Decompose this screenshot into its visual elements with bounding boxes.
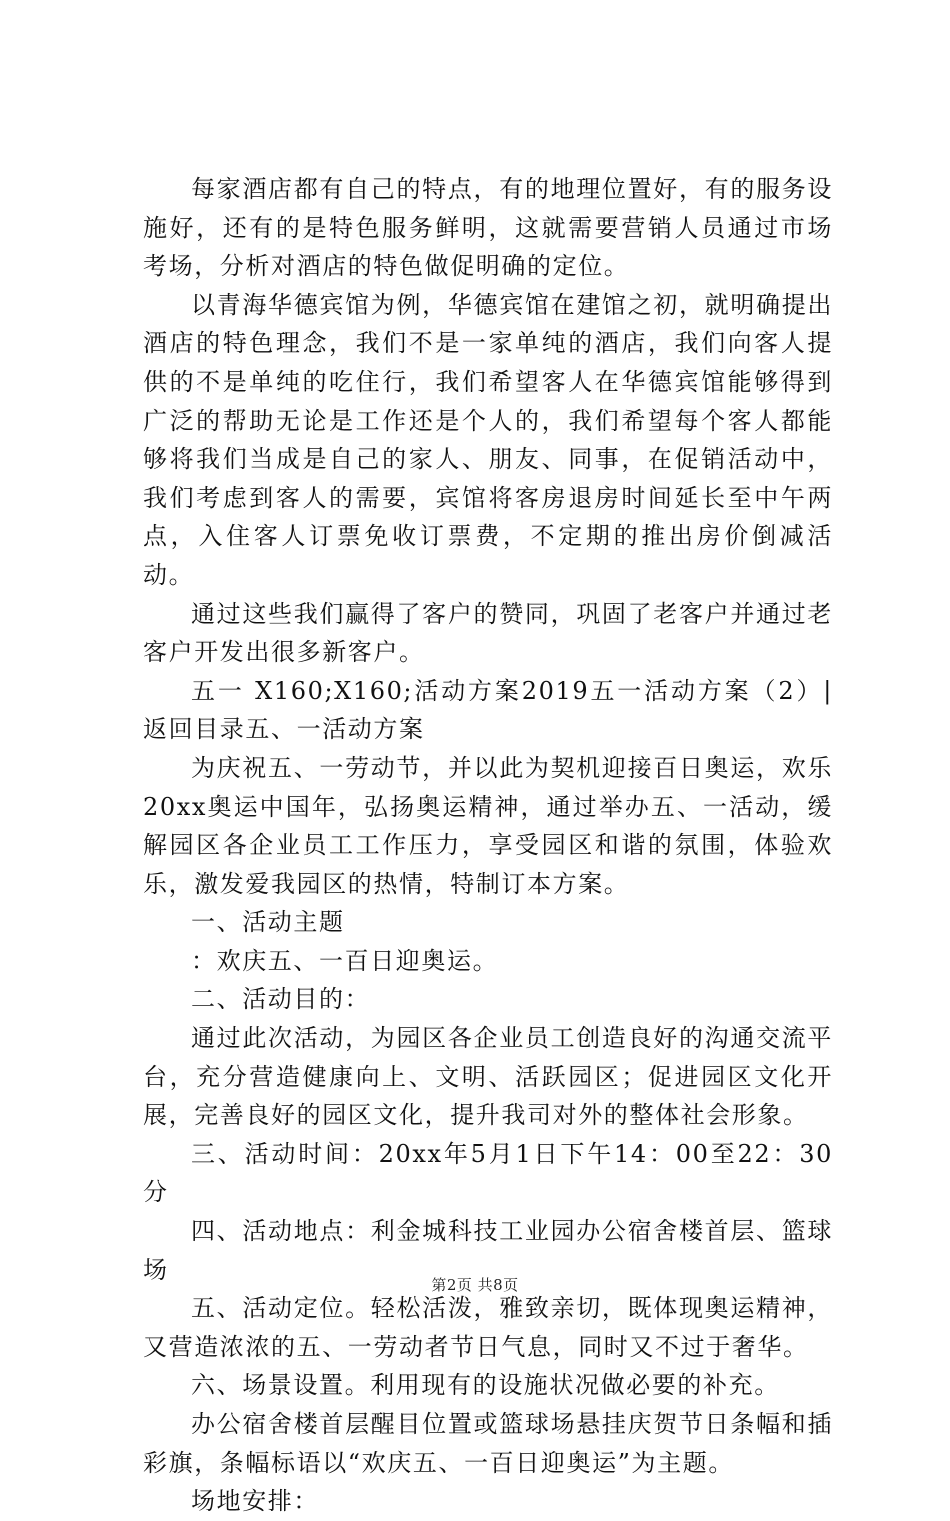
paragraph-purpose: 通过此次活动，为园区各企业员工创造良好的沟通交流平台，充分营造健康向上、文明、活跃园区；促进园区文化开展，完善良好的园区文化，提升我司对外的整体社会形象。 bbox=[143, 1024, 833, 1130]
section-heading-theme: 一、活动主题 bbox=[191, 908, 345, 937]
paragraph-banner: 办公宿舍楼首层醒目位置或篮球场悬挂庆贺节日条幅和插彩旗，条幅标语以“欢庆五、一百日迎奥运”为主题。 bbox=[143, 1410, 833, 1477]
paragraph-plan-heading: 五一 X160;X160;活动方案2019五一活动方案（2）|返回目录五、一活动方案 bbox=[143, 676, 833, 744]
paragraph-plan-intro: 为庆祝五、一劳动节，并以此为契机迎接百日奥运，欢乐20xx奥运中国年，弘扬奥运精神，通过举办五、一活动，缓解园区各企业员工工作压力，享受园区和谐的氛围，体验欢乐，激发爱我园区的热情，特制订本方案。 bbox=[143, 753, 833, 898]
paragraph-time: 三、活动时间：20xx年5月1日下午14：00至22：30分 bbox=[143, 1139, 833, 1207]
paragraph-hotel-features: 每家酒店都有自己的特点，有的地理位置好，有的服务设施好，还有的是特色服务鲜明，这就需要营销人员通过市场考场，分析对酒店的特色做促明确的定位。 bbox=[143, 175, 833, 281]
document-body bbox=[143, 170, 833, 1521]
page-footer: 第2页 共8页 bbox=[431, 1276, 519, 1294]
paragraph-location: 四、活动地点：利金城科技工业园办公宿舍楼首层、篮球场 bbox=[143, 1217, 833, 1284]
paragraph-scene-setup: 六、场景设置。利用现有的设施状况做必要的补充。 bbox=[191, 1371, 780, 1400]
paragraph-customer-result: 通过这些我们赢得了客户的赞同，巩固了老客户并通过老客户开发出很多新客户。 bbox=[143, 599, 833, 667]
paragraph-huade-example: 以青海华德宾馆为例，华德宾馆在建馆之初，就明确提出酒店的特色理念，我们不是一家单纯的酒店，我们向客人提供的不是单纯的吃住行，我们希望客人在华德宾馆能够得到广泛的帮助无论是工作还是个人的，我们希望每个客人都能够将我们当成是自己的家人、朋友、同事，在促销活动中，我们考虑到客人的需要，宾馆将客房退房时间延长至中午两点，入住客人订票免收订票费，不定期的推出房价倒减活动。 bbox=[143, 290, 833, 589]
section-heading-purpose: 二、活动目的： bbox=[191, 985, 371, 1014]
paragraph-positioning: 五、活动定位。轻松活泼，雅致亲切，既体现奥运精神，又营造浓浓的五、一劳动者节日气息，同时又不过于奢华。 bbox=[143, 1294, 833, 1361]
paragraph-venue: 场地安排： bbox=[191, 1487, 319, 1516]
paragraph-theme: ：欢庆五、一百日迎奥运。 bbox=[191, 946, 499, 975]
